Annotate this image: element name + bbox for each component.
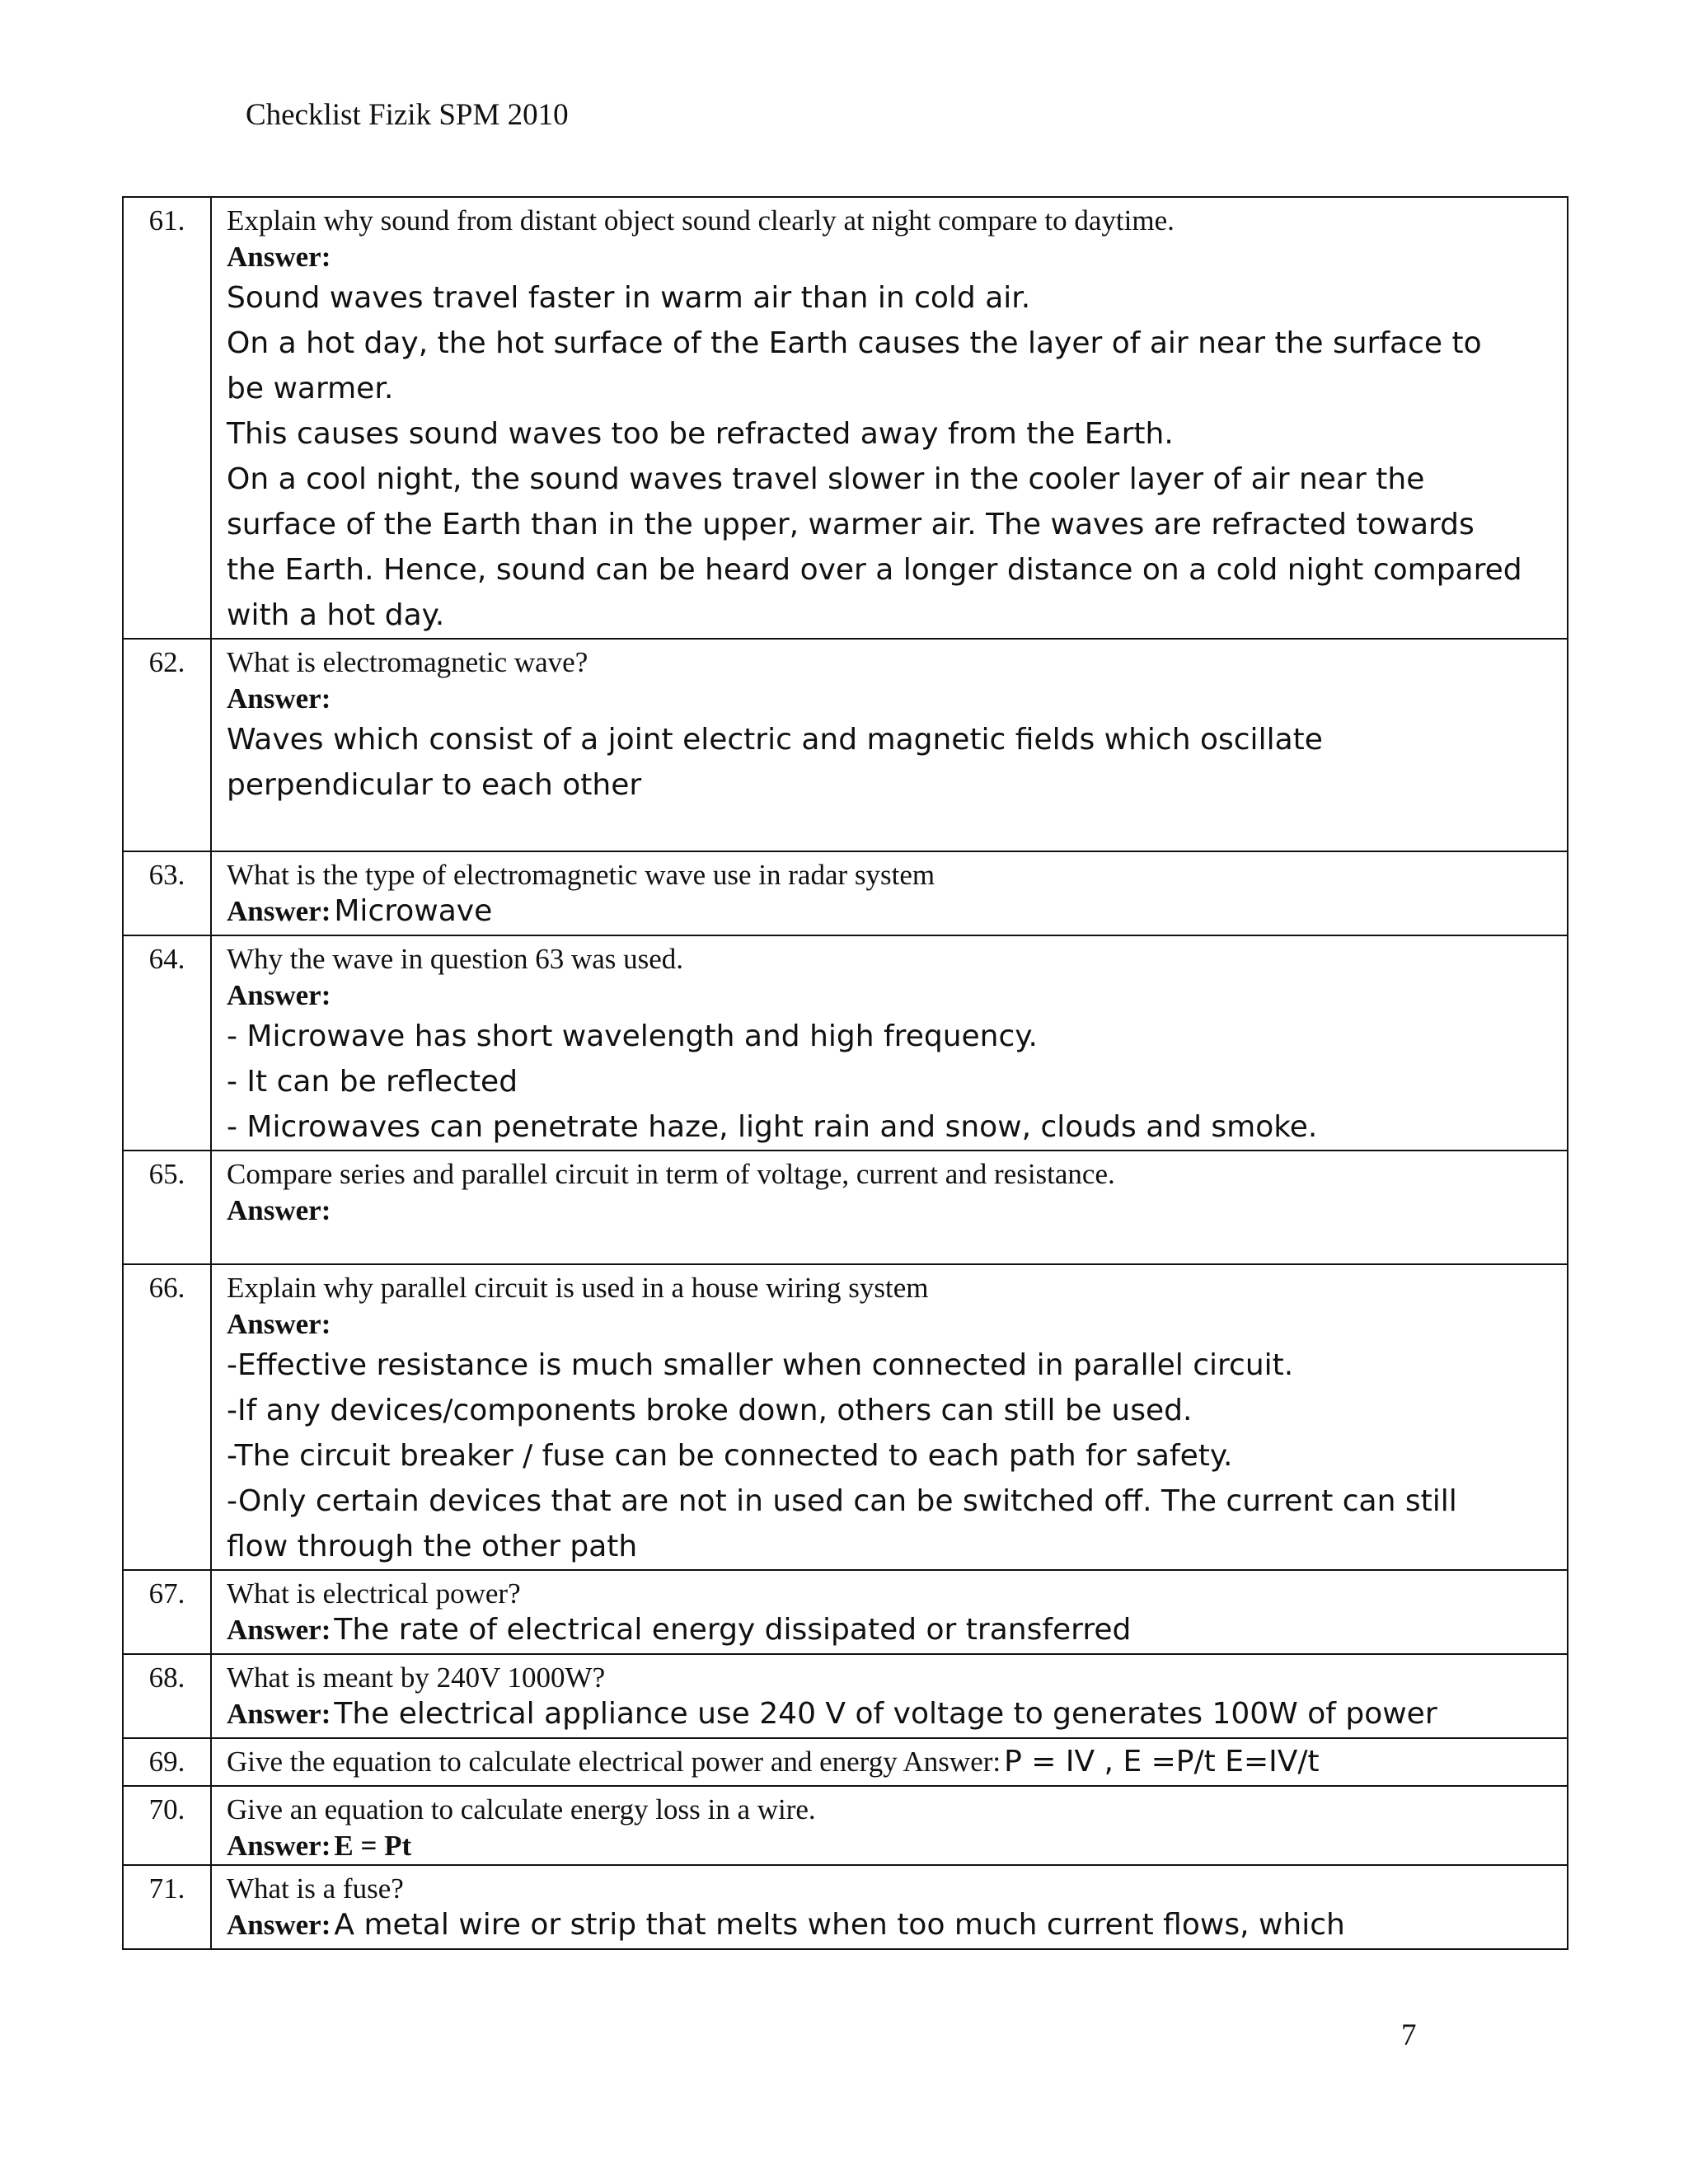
- answer-line: the Earth. Hence, sound can be heard over a longer distance on a cold night compared: [227, 553, 1522, 587]
- answer-text: A metal wire or strip that melts when too much current flows, which: [334, 1908, 1345, 1942]
- answer-line: Sound waves travel faster in warm air than in cold air.: [227, 281, 1031, 315]
- answer-label: Answer:: [227, 1308, 331, 1340]
- answer-text: [227, 717, 1550, 808]
- answer-line: - Microwave has short wavelength and high frequency.: [227, 1019, 1038, 1053]
- answer-line: be warmer.: [227, 372, 394, 405]
- answer-text: P = IV , E =P/t E=IV/t: [1004, 1745, 1320, 1779]
- answer-line: surface of the Earth than in the upper, warmer air. The waves are refracted towards: [227, 508, 1475, 541]
- answer-line: - It can be reflected: [227, 1065, 518, 1099]
- table-row: [123, 1151, 1568, 1264]
- question-number: 69.: [123, 1738, 211, 1786]
- answer-line: On a cool night, the sound waves travel slower in the cooler layer of air near the: [227, 462, 1425, 496]
- answer-line: -The circuit breaker / fuse can be connected to each path for safety.: [227, 1439, 1233, 1473]
- answer-label: Answer:: [227, 1830, 331, 1862]
- question-number: 64.: [123, 935, 211, 1151]
- answer-line: perpendicular to each other: [227, 768, 642, 802]
- answer-text: [227, 275, 1550, 638]
- question-text: What is electrical power?: [227, 1577, 521, 1610]
- answer-line: flow through the other path: [227, 1530, 638, 1563]
- question-text: Explain why sound from distant object sound clearly at night compare to daytime.: [227, 204, 1175, 237]
- question-cell: [211, 1151, 1568, 1264]
- answer-line: On a hot day, the hot surface of the Earth causes the layer of air near the surface to: [227, 326, 1482, 360]
- question-cell: [211, 1264, 1568, 1570]
- answer-line: with a hot day.: [227, 598, 445, 632]
- answer-line: -If any devices/components broke down, others can still be used.: [227, 1394, 1193, 1427]
- question-text: What is a fuse?: [227, 1872, 404, 1905]
- answer-text: The electrical appliance use 240 V of voltage to generates 100W of power: [334, 1697, 1437, 1731]
- question-text: Give an equation to calculate energy loss in a wire.: [227, 1793, 816, 1825]
- table-row: [123, 1264, 1568, 1570]
- question-text: Compare series and parallel circuit in term of voltage, current and resistance.: [227, 1158, 1115, 1190]
- question-text: What is the type of electromagnetic wave use in radar system: [227, 859, 935, 891]
- table-row: [123, 1786, 1568, 1865]
- answer-line: -Only certain devices that are not in used can be switched off. The current can still: [227, 1484, 1457, 1518]
- answer-label: Answer:: [227, 241, 331, 273]
- answer-label: Answer:: [227, 1194, 331, 1226]
- question-number: 63.: [123, 851, 211, 935]
- question-number: 61.: [123, 197, 211, 639]
- question-cell: [211, 1865, 1568, 1949]
- question-cell: [211, 935, 1568, 1151]
- question-cell: [211, 197, 1568, 639]
- answer-label: Answer:: [227, 1614, 331, 1646]
- answer-text: E = Pt: [334, 1830, 412, 1862]
- question-number: 70.: [123, 1786, 211, 1865]
- table-row: [123, 197, 1568, 639]
- question-text: What is meant by 240V 1000W?: [227, 1661, 606, 1694]
- question-text: Explain why parallel circuit is used in a house wiring system: [227, 1272, 929, 1304]
- table-row: [123, 1654, 1568, 1738]
- answer-line: -Effective resistance is much smaller when connected in parallel circuit.: [227, 1348, 1294, 1382]
- answer-label: Answer:: [227, 979, 331, 1011]
- answer-label: Answer:: [227, 895, 331, 927]
- answer-text: [227, 1343, 1550, 1569]
- answer-line: Waves which consist of a joint electric and magnetic fields which oscillate: [227, 723, 1323, 757]
- table-row: [123, 1570, 1568, 1654]
- answer-text: [227, 1014, 1550, 1150]
- table-row: [123, 935, 1568, 1151]
- question-number: 67.: [123, 1570, 211, 1654]
- table-row: [123, 639, 1568, 851]
- checklist-table: [122, 196, 1568, 1950]
- table-row: [123, 1738, 1568, 1786]
- answer-label: Answer:: [227, 1698, 331, 1730]
- question-cell: [211, 1570, 1568, 1654]
- question-number: 68.: [123, 1654, 211, 1738]
- page-number: 7: [1401, 2018, 1417, 2052]
- question-cell: [211, 639, 1568, 851]
- answer-text: The rate of electrical energy dissipated or transferred: [334, 1613, 1132, 1647]
- page-header: Checklist Fizik SPM 2010: [246, 98, 569, 132]
- question-number: 66.: [123, 1264, 211, 1570]
- answer-label: Answer:: [227, 1909, 331, 1941]
- answer-line: - Microwaves can penetrate haze, light rain and snow, clouds and smoke.: [227, 1110, 1318, 1144]
- question-text: Give the equation to calculate electrical power and energy Answer:: [227, 1746, 1001, 1778]
- question-text: Why the wave in question 63 was used.: [227, 943, 684, 975]
- question-number: 62.: [123, 639, 211, 851]
- table-row: [123, 1865, 1568, 1949]
- answer-line: This causes sound waves too be refracted away from the Earth.: [227, 417, 1174, 451]
- question-cell: [211, 1786, 1568, 1865]
- question-number: 65.: [123, 1151, 211, 1264]
- question-cell: [211, 1654, 1568, 1738]
- question-number: 71.: [123, 1865, 211, 1949]
- question-text: What is electromagnetic wave?: [227, 646, 588, 678]
- question-cell: [211, 1738, 1568, 1786]
- answer-text: Microwave: [334, 894, 493, 928]
- question-cell: [211, 851, 1568, 935]
- table-row: [123, 851, 1568, 935]
- answer-label: Answer:: [227, 682, 331, 715]
